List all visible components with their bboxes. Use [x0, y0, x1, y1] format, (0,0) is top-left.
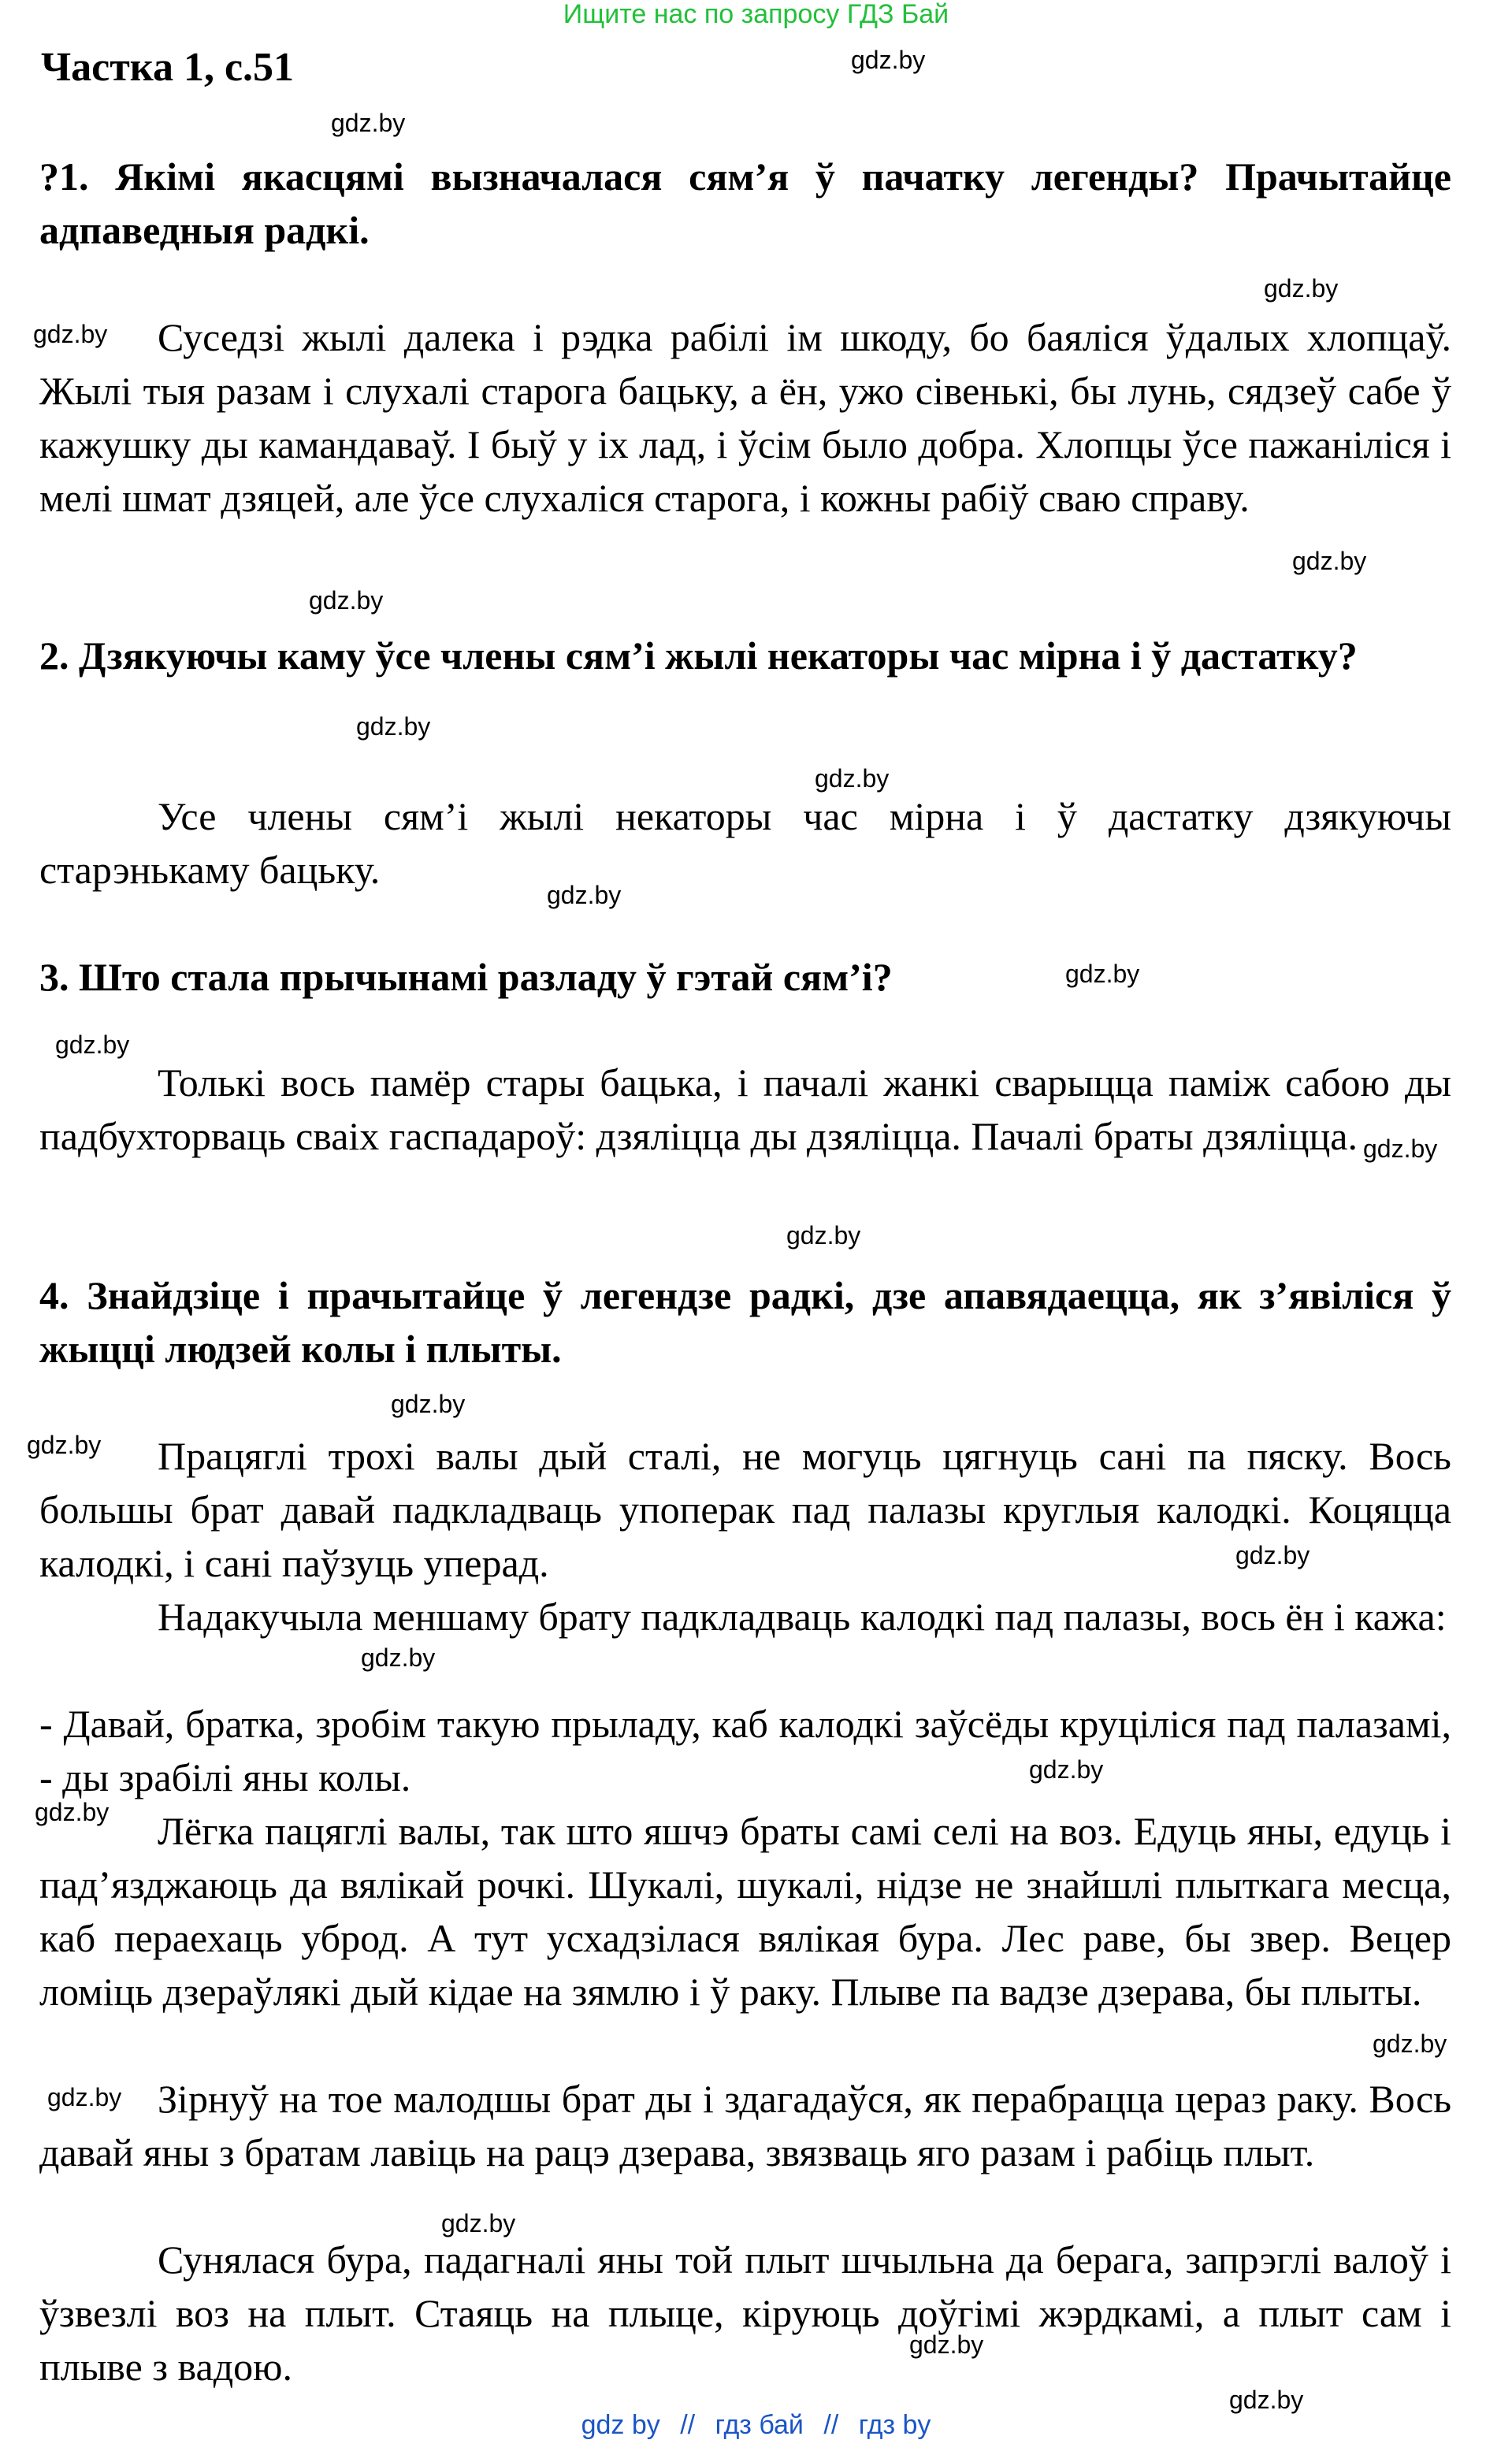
watermark: gdz.by [1363, 1135, 1438, 1163]
question-3: 3. Што стала прычынамі разладу ў гэтай сям’і? [39, 955, 893, 999]
answer-3: Толькі вось памёр стары бацька, і пачалі жанкі сварыцца паміж сабою ды падбухторваць сваіх гаспадароў: дзяліцца ды дзяліцца. Пачалі браты дзяліцца. [39, 1060, 1451, 1158]
watermark: gdz.by [361, 1643, 436, 1672]
footer-link-gdz-by[interactable]: gdz by [581, 2410, 660, 2440]
watermark: gdz.by [47, 2083, 122, 2111]
watermark: gdz.by [786, 1221, 861, 1250]
watermark: gdz.by [547, 881, 622, 909]
page-title: Частка 1, с.51 [41, 45, 295, 90]
footer-separator: // [680, 2410, 696, 2440]
watermark: gdz.by [1235, 1541, 1310, 1569]
answer-4-paragraph-4: Лёгка пацяглі валы, так што яшчэ браты самі селі на воз. Едуць яны, едуць і пад’язджаюць да вялікай рочкі. Шукалі, шукалі, нідзе не знайшлі плыткага месца, каб пераехаць уброд. А тут усхадзілася вялікая бура. Лес раве, бы звер. Вецер ломіць дзераўлякі дый кідае на зямлю і ў раку. Плыве па вадзе дзерава, бы плыты. [39, 1809, 1451, 2014]
watermark: gdz.by [27, 1431, 102, 1459]
watermark: gdz.by [33, 320, 108, 348]
watermark: gdz.by [441, 2209, 516, 2237]
watermark: gdz.by [909, 2330, 984, 2359]
footer-link-gdz-bai[interactable]: гдз бай [715, 2410, 804, 2440]
watermark: gdz.by [391, 1390, 466, 1418]
watermark: gdz.by [331, 109, 406, 137]
watermark: gdz.by [1229, 2386, 1304, 2414]
watermark: gdz.by [1264, 274, 1339, 303]
watermark: gdz.by [1029, 1755, 1104, 1784]
watermark: gdz.by [1292, 547, 1367, 575]
top-banner[interactable]: Ищите нас по запросу ГДЗ Бай [563, 0, 949, 29]
question-4: 4. Знайдзіце і прачытайце ў легендзе радкі, дзе апавядаецца, як з’явіліся ў жыцці людзей колы і плыты. [39, 1273, 1451, 1371]
watermark: gdz.by [356, 712, 431, 741]
watermark: gdz.by [309, 586, 384, 615]
answer-4-paragraph-6: Сунялася бура, падагналі яны той плыт шчыльна да берага, запрэглі валоў і ўзвезлі воз на плыт. Стаяць на плыце, кіруюць доўгімі жэрдкамі, а плыт сам і плыве з вадою. [39, 2237, 1451, 2389]
footer-link-gdz-by-cyr[interactable]: гдз by [858, 2410, 931, 2440]
footer-separator: // [823, 2410, 839, 2440]
answer-2: Усе члены сям’і жылі некаторы час мірна і ў дастатку дзякуючы старэнькаму бацьку. [39, 794, 1451, 892]
question-2: 2. Дзякуючы каму ўсе члены сям’і жылі некаторы час мірна і ў дастатку? [39, 633, 1358, 678]
watermark: gdz.by [1373, 2030, 1447, 2058]
watermark: gdz.by [815, 764, 890, 793]
watermark: gdz.by [851, 46, 926, 74]
answer-4-paragraph-1: Працяглі трохі валы дый сталі, не могуць цягнуць сані па пяску. Вось большы брат давай падкладваць упоперак пад палазы круглыя калодкі. Коцяцца калодкі, і сані паўзуць уперад. [39, 1434, 1451, 1585]
answer-4-paragraph-5: Зірнуў на тое малодшы брат ды і здагадаўся, як перабрацца цераз раку. Вось давай яны з братам лавіць на рацэ дзерава, звязваць яго разам і рабіць плыт. [39, 2077, 1451, 2174]
question-1: ?1. Якімі якасцямі вызначалася сям’я ў пачатку легенды? Прачытайце адпаведныя радкі. [39, 154, 1451, 252]
answer-4-paragraph-2: Надакучыла меншаму брату падкладваць калодкі пад палазы, вось ён і кажа: [158, 1595, 1447, 1639]
watermark: gdz.by [1065, 960, 1140, 988]
answer-1: Суседзі жылі далека і рэдка рабілі ім шкоду, бо баяліся ўдалых хлопцаў. Жылі тыя разам і слухалі старога бацьку, а ён, ужо сівенькі, бы лунь, сядзеў сабе ў кажушку ды камандаваў. І быў у іх лад, і ўсім было добра. Хлопцы ўсе пажаніліся і мелі шмат дзяцей, але ўсе слухаліся старога, і кожны рабіў сваю справу. [39, 315, 1451, 520]
footer-links [0, 2409, 1512, 2441]
answer-4-paragraph-3: - Давай, братка, зробім такую прыладу, каб калодкі заўсёды круціліся пад палазамі, - ды зрабілі яны колы. [39, 1702, 1451, 1799]
watermark: gdz.by [55, 1031, 130, 1059]
watermark: gdz.by [35, 1798, 110, 1826]
